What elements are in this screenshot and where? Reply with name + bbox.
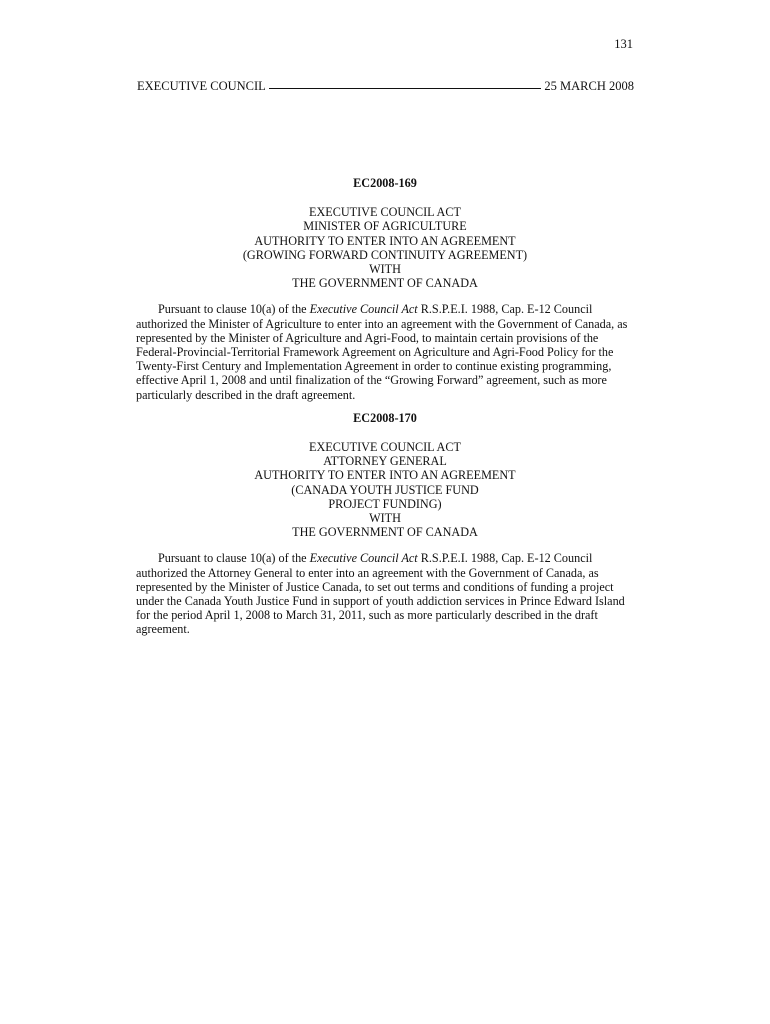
running-header [137, 78, 634, 94]
page-number: 131 [614, 37, 633, 51]
title-line: EXECUTIVE COUNCIL ACT [309, 205, 461, 220]
title-line: AUTHORITY TO ENTER INTO AN AGREEMENT [254, 468, 516, 483]
order-number: EC2008-170 [353, 410, 417, 425]
order-title [136, 440, 634, 539]
order-ec2008-170 [136, 411, 634, 637]
title-line: MINISTER OF AGRICULTURE [303, 219, 467, 234]
body-text: R.S.P.E.I. 1988, Cap. E-12 Council authorized the Attorney General to enter into an agreement with the Government of Canada, as represented by the Minister of Justice Canada, to set out terms and conditions of funding a project under the Canada Youth Justice Fund in support of youth addiction services in Prince Edward Island for the period April 1, 2008 to March 31, 2011, such as more particularly described in the draft agreement. [136, 551, 625, 637]
title-line: EXECUTIVE COUNCIL ACT [309, 440, 461, 455]
order-body [136, 551, 634, 636]
document-body [136, 176, 634, 637]
body-text: R.S.P.E.I. 1988, Cap. E-12 Council authorized the Minister of Agriculture to enter into an agreement with the Government of Canada, as represented by the Minister of Agriculture and Agri-Food, to maintain certain provisions of the Federal-Provincial-Territorial Framework Agreement on Agriculture and Agri-Food Policy for the Twenty-First Century and Implementation Agreement in order to continue existing programming, effective April 1, 2008 and until finalization of the “Growing Forward” agreement, such as more particularly described in the draft agreement. [136, 302, 628, 402]
title-line: (GROWING FORWARD CONTINUITY AGREEMENT) [242, 247, 528, 262]
title-line: THE GOVERNMENT OF CANADA [292, 276, 478, 291]
order-ec2008-169 [136, 176, 634, 402]
order-body [136, 302, 634, 401]
title-line: ATTORNEY GENERAL [323, 454, 447, 469]
title-line: PROJECT FUNDING) [328, 496, 442, 511]
title-line: AUTHORITY TO ENTER INTO AN AGREEMENT [254, 233, 516, 248]
title-line: WITH [369, 511, 401, 526]
title-line: WITH [369, 262, 401, 277]
header-rule [269, 88, 542, 89]
act-name: Executive Council Act [309, 302, 418, 317]
body-text: Pursuant to clause 10(a) of the [158, 551, 310, 566]
title-line: THE GOVERNMENT OF CANADA [292, 525, 478, 540]
title-line: (CANADA YOUTH JUSTICE FUND [291, 482, 479, 497]
order-title [136, 205, 634, 290]
header-left-text: EXECUTIVE COUNCIL [137, 79, 266, 93]
order-number: EC2008-169 [353, 176, 417, 190]
act-name: Executive Council Act [309, 551, 418, 566]
header-date: 25 MARCH 2008 [544, 79, 634, 93]
body-text: Pursuant to clause 10(a) of the [158, 302, 310, 317]
